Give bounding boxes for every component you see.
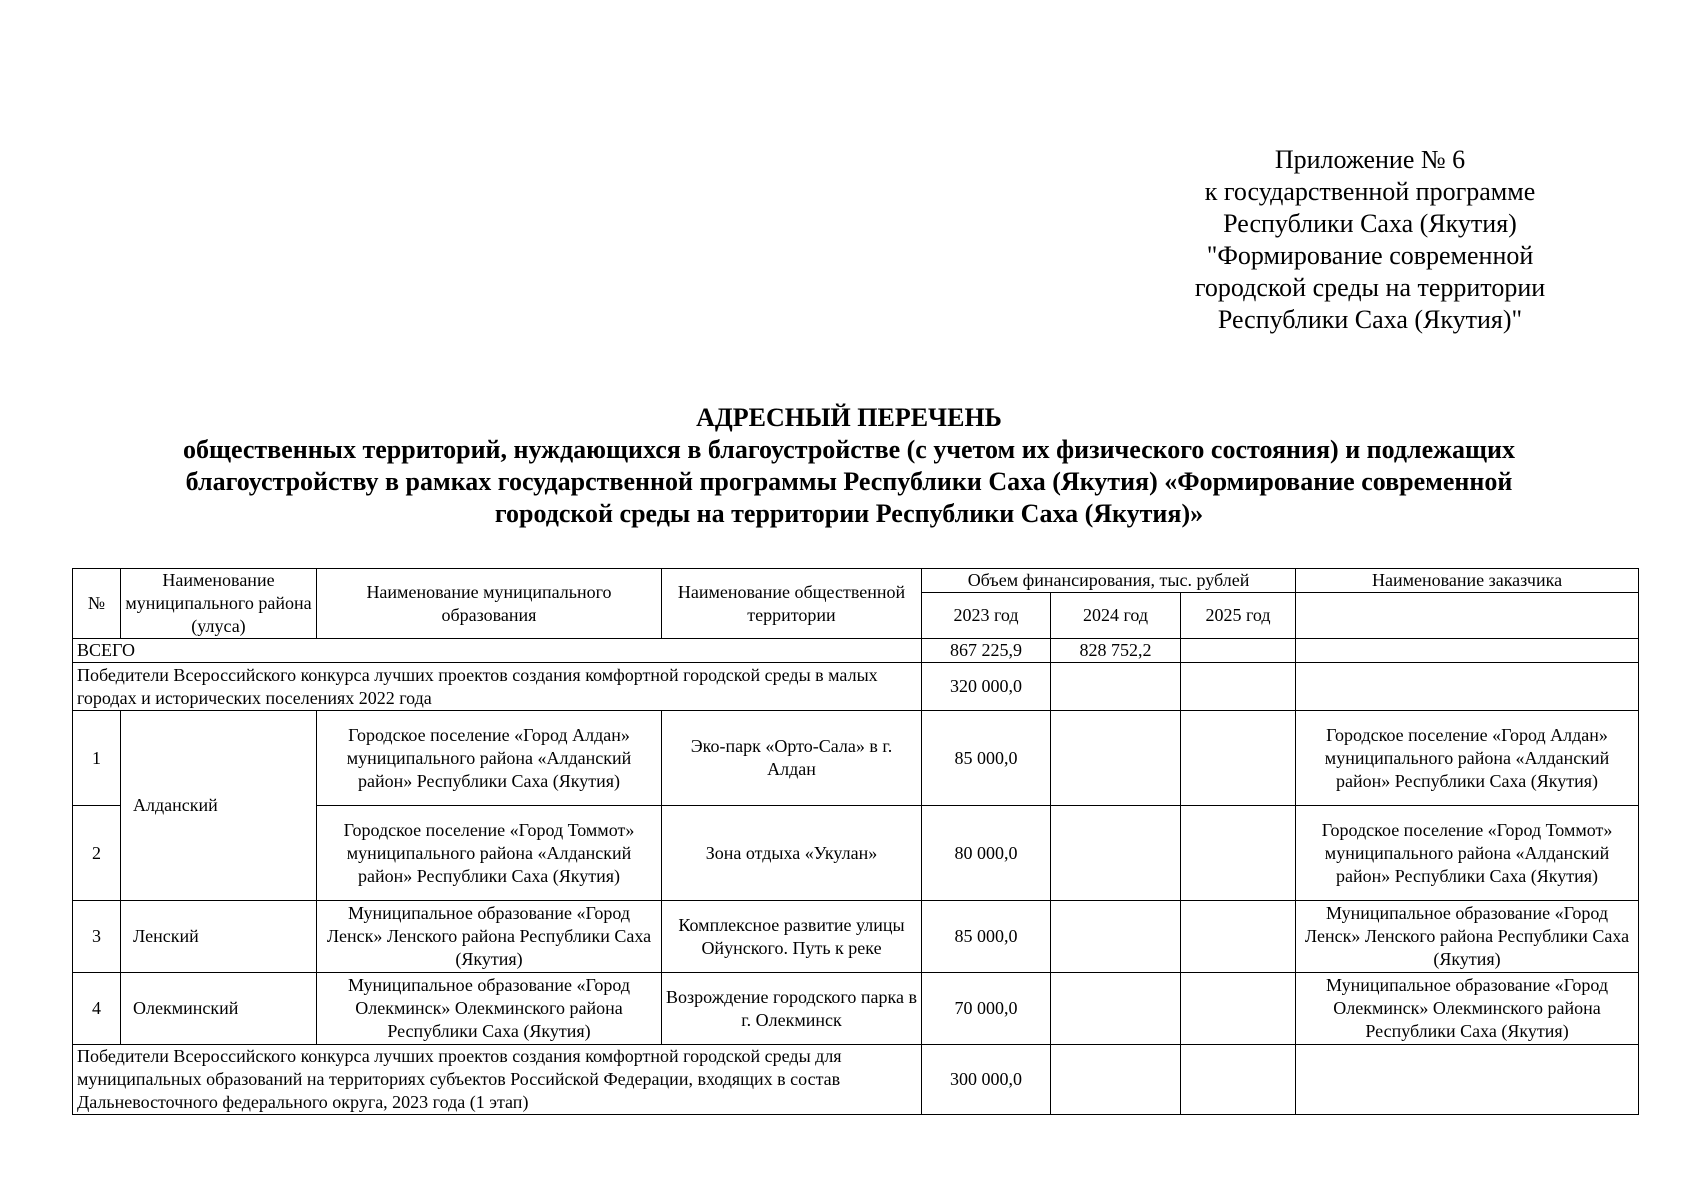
header-num: № bbox=[73, 569, 121, 639]
header-2025: 2025 год bbox=[1181, 593, 1296, 639]
row-district: Олекминский bbox=[121, 973, 317, 1045]
total-row bbox=[73, 639, 1639, 663]
title-main: АДРЕСНЫЙ ПЕРЕЧЕНЬ bbox=[696, 403, 1002, 432]
row-customer: Муниципальное образование «Город Ленск» Ленского района Республики Саха (Якутия) bbox=[1296, 901, 1639, 973]
group-2024 bbox=[1051, 1045, 1181, 1115]
row-territory: Возрождение городского парка в г. Олекминск bbox=[662, 973, 922, 1045]
group-label: Победители Всероссийского конкурса лучших проектов создания комфортной городской среды для муниципальных образований на территориях субъектов Российской Федерации, входящих в состав Дальневосточного федерального округа, 2023 года (1 этап) bbox=[73, 1045, 922, 1115]
group-label: Победители Всероссийского конкурса лучших проектов создания комфортной городской среды в малых городах и исторических поселениях 2022 года bbox=[73, 663, 922, 711]
group-customer bbox=[1296, 1045, 1639, 1115]
document-title bbox=[80, 402, 1618, 530]
header-2024: 2024 год bbox=[1051, 593, 1181, 639]
group-2023: 320 000,0 bbox=[922, 663, 1051, 711]
title-line: общественных территорий, нуждающихся в благоустройстве (с учетом их физического состояния) и подлежащих bbox=[183, 435, 1515, 464]
row-2024 bbox=[1051, 711, 1181, 806]
row-2025 bbox=[1181, 901, 1296, 973]
appendix-line: "Формирование современной bbox=[1206, 241, 1534, 270]
row-municipality: Городское поселение «Город Алдан» муниципального района «Алданский район» Республики Саха (Якутия) bbox=[317, 711, 662, 806]
row-customer: Городское поселение «Город Алдан» муниципального района «Алданский район» Республики Саха (Якутия) bbox=[1296, 711, 1639, 806]
header-2023: 2023 год bbox=[922, 593, 1051, 639]
row-2023: 85 000,0 bbox=[922, 901, 1051, 973]
total-2023: 867 225,9 bbox=[922, 639, 1051, 663]
row-district: Алданский bbox=[121, 711, 317, 901]
total-2025 bbox=[1181, 639, 1296, 663]
header-customer: Наименование заказчика bbox=[1296, 569, 1639, 593]
title-line: благоустройству в рамках государственной программы Республики Саха (Якутия) «Формирование современной bbox=[185, 467, 1513, 496]
appendix-note bbox=[1150, 144, 1590, 336]
row-num: 2 bbox=[73, 806, 121, 901]
header-district: Наименование муниципального района (улуса) bbox=[121, 569, 317, 639]
total-2024: 828 752,2 bbox=[1051, 639, 1181, 663]
table-row bbox=[73, 973, 1639, 1045]
group-2024 bbox=[1051, 663, 1181, 711]
group-customer bbox=[1296, 663, 1639, 711]
appendix-line: к государственной программе bbox=[1204, 177, 1536, 206]
appendix-line: Приложение № 6 bbox=[1274, 145, 1466, 174]
total-customer bbox=[1296, 639, 1639, 663]
appendix-line: Республики Саха (Якутия) bbox=[1223, 209, 1517, 238]
header-customer-empty bbox=[1296, 593, 1639, 639]
row-territory: Зона отдыха «Укулан» bbox=[662, 806, 922, 901]
row-2023: 80 000,0 bbox=[922, 806, 1051, 901]
appendix-line: городской среды на территории bbox=[1194, 273, 1546, 302]
row-municipality: Муниципальное образование «Город Олекминск» Олекминского района Республики Саха (Якутия) bbox=[317, 973, 662, 1045]
group-row bbox=[73, 1045, 1639, 1115]
row-2023: 85 000,0 bbox=[922, 711, 1051, 806]
row-municipality: Муниципальное образование «Город Ленск» Ленского района Республики Саха (Якутия) bbox=[317, 901, 662, 973]
table-row bbox=[73, 901, 1639, 973]
header-municipality: Наименование муниципального образования bbox=[317, 569, 662, 639]
header-territory: Наименование общественной территории bbox=[662, 569, 922, 639]
row-district: Ленский bbox=[121, 901, 317, 973]
row-territory: Эко-парк «Орто-Сала» в г. Алдан bbox=[662, 711, 922, 806]
row-2025 bbox=[1181, 711, 1296, 806]
header-row bbox=[73, 569, 1639, 593]
group-row bbox=[73, 663, 1639, 711]
address-list-table bbox=[72, 568, 1639, 1115]
row-2024 bbox=[1051, 973, 1181, 1045]
title-line: городской среды на территории Республики Саха (Якутия)» bbox=[494, 499, 1204, 528]
total-label: ВСЕГО bbox=[73, 639, 922, 663]
row-num: 3 bbox=[73, 901, 121, 973]
row-2025 bbox=[1181, 973, 1296, 1045]
table-row bbox=[73, 711, 1639, 806]
row-2023: 70 000,0 bbox=[922, 973, 1051, 1045]
group-2025 bbox=[1181, 663, 1296, 711]
group-2023: 300 000,0 bbox=[922, 1045, 1051, 1115]
row-num: 4 bbox=[73, 973, 121, 1045]
row-customer: Муниципальное образование «Город Олекминск» Олекминского района Республики Саха (Якутия) bbox=[1296, 973, 1639, 1045]
appendix-line: Республики Саха (Якутия)" bbox=[1217, 305, 1523, 334]
row-municipality: Городское поселение «Город Томмот» муниципального района «Алданский район» Республики Саха (Якутия) bbox=[317, 806, 662, 901]
row-customer: Городское поселение «Город Томмот» муниципального района «Алданский район» Республики Саха (Якутия) bbox=[1296, 806, 1639, 901]
header-funding: Объем финансирования, тыс. рублей bbox=[922, 569, 1296, 593]
row-num: 1 bbox=[73, 711, 121, 806]
row-2024 bbox=[1051, 806, 1181, 901]
row-2024 bbox=[1051, 901, 1181, 973]
group-2025 bbox=[1181, 1045, 1296, 1115]
row-territory: Комплексное развитие улицы Ойунского. Путь к реке bbox=[662, 901, 922, 973]
row-2025 bbox=[1181, 806, 1296, 901]
